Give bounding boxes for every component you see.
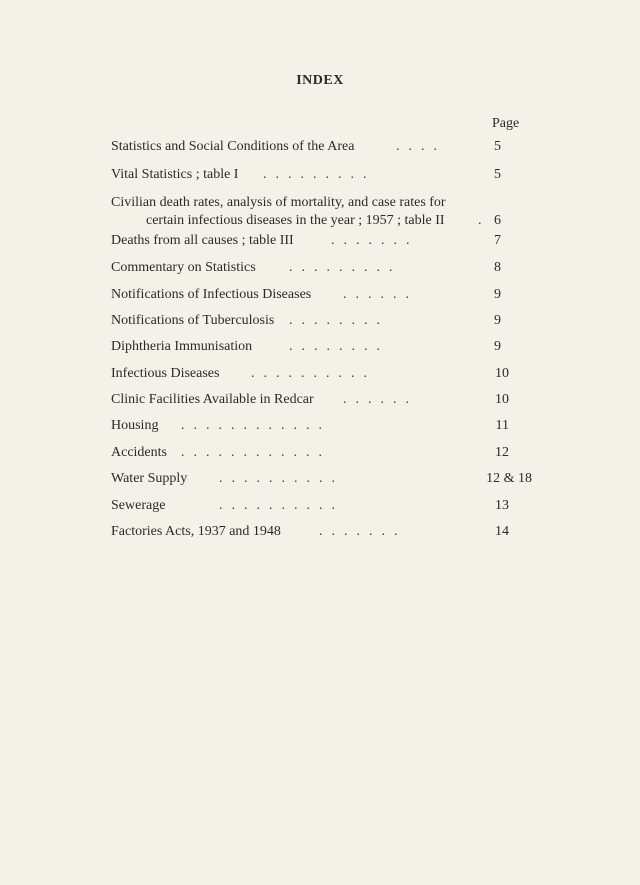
dot-leader: ....... (319, 524, 407, 539)
index-entry-vital-statistics (111, 166, 531, 184)
entry-label: Housing (111, 418, 159, 433)
dot-leader: . (478, 213, 491, 228)
entry-label: Notifications of Infectious Diseases (111, 287, 312, 302)
entry-page: 6 (494, 213, 501, 228)
index-entry-notifications-infectious (111, 286, 531, 304)
entry-page: 9 (494, 339, 501, 354)
entry-page: 8 (494, 260, 501, 275)
dot-leader: ...... (343, 392, 418, 407)
dot-leader: ......... (289, 260, 402, 275)
entry-label: Commentary on Statistics (111, 260, 256, 275)
entry-label-continued: certain infectious diseases in the year ; 1957 ; table II (146, 213, 445, 228)
entry-label: Infectious Diseases (111, 366, 220, 381)
entry-label: Statistics and Social Conditions of the Area (111, 139, 355, 154)
index-entry-infectious-diseases (111, 365, 531, 383)
page-column-header: Page (492, 116, 520, 131)
dot-leader: ...... (343, 287, 418, 302)
dot-leader: .......... (251, 366, 376, 381)
dot-leader: .... (396, 139, 446, 154)
dot-leader: .......... (219, 498, 344, 513)
entry-page: 12 (495, 445, 509, 460)
dot-leader: .......... (219, 471, 344, 486)
entry-page: 14 (495, 524, 509, 539)
entry-page: 10 (495, 366, 509, 381)
entry-page: 7 (494, 233, 501, 248)
entry-label: Clinic Facilities Available in Redcar (111, 392, 314, 407)
entry-page: 13 (495, 498, 509, 513)
dot-leader: ......... (263, 167, 376, 182)
index-entry-commentary-statistics (111, 259, 531, 277)
entry-label: Vital Statistics ; table I (111, 167, 239, 182)
entry-page: 12 & 18 (486, 471, 532, 486)
entry-page: 10 (495, 392, 509, 407)
entry-label: Civilian death rates, analysis of mortality, and case rates for (111, 195, 446, 210)
index-entry-deaths-all-causes (111, 232, 531, 250)
entry-label: Deaths from all causes ; table III (111, 233, 294, 248)
index-entry-sewerage (111, 497, 531, 515)
entry-label: Notifications of Tuberculosis (111, 313, 275, 328)
index-entry-diphtheria (111, 338, 531, 356)
entry-page: 9 (494, 313, 501, 328)
entry-page: 9 (494, 287, 501, 302)
index-entry-water-supply (111, 470, 531, 488)
entry-page: 5 (494, 139, 501, 154)
entry-label: Diphtheria Immunisation (111, 339, 253, 354)
index-entry-clinic-facilities (111, 391, 531, 409)
index-entry-factories-acts (111, 523, 531, 541)
index-entry-accidents (111, 444, 531, 462)
dot-leader: ........ (289, 339, 389, 354)
index-entry-housing (111, 417, 531, 435)
page-title: INDEX (296, 73, 344, 88)
index-entry-notifications-tuberculosis (111, 312, 531, 330)
entry-label: Factories Acts, 1937 and 1948 (111, 524, 281, 539)
entry-label: Accidents (111, 445, 167, 460)
entry-label: Sewerage (111, 498, 166, 513)
index-entry-statistics-social (111, 138, 531, 156)
index-entry-civilian-death-rates (111, 194, 531, 230)
dot-leader: ............ (181, 445, 331, 460)
entry-page: 5 (494, 167, 501, 182)
dot-leader: ....... (331, 233, 419, 248)
dot-leader: ........ (289, 313, 389, 328)
dot-leader: ............ (181, 418, 331, 433)
entry-label: Water Supply (111, 471, 188, 486)
entry-page: 11 (495, 418, 509, 433)
